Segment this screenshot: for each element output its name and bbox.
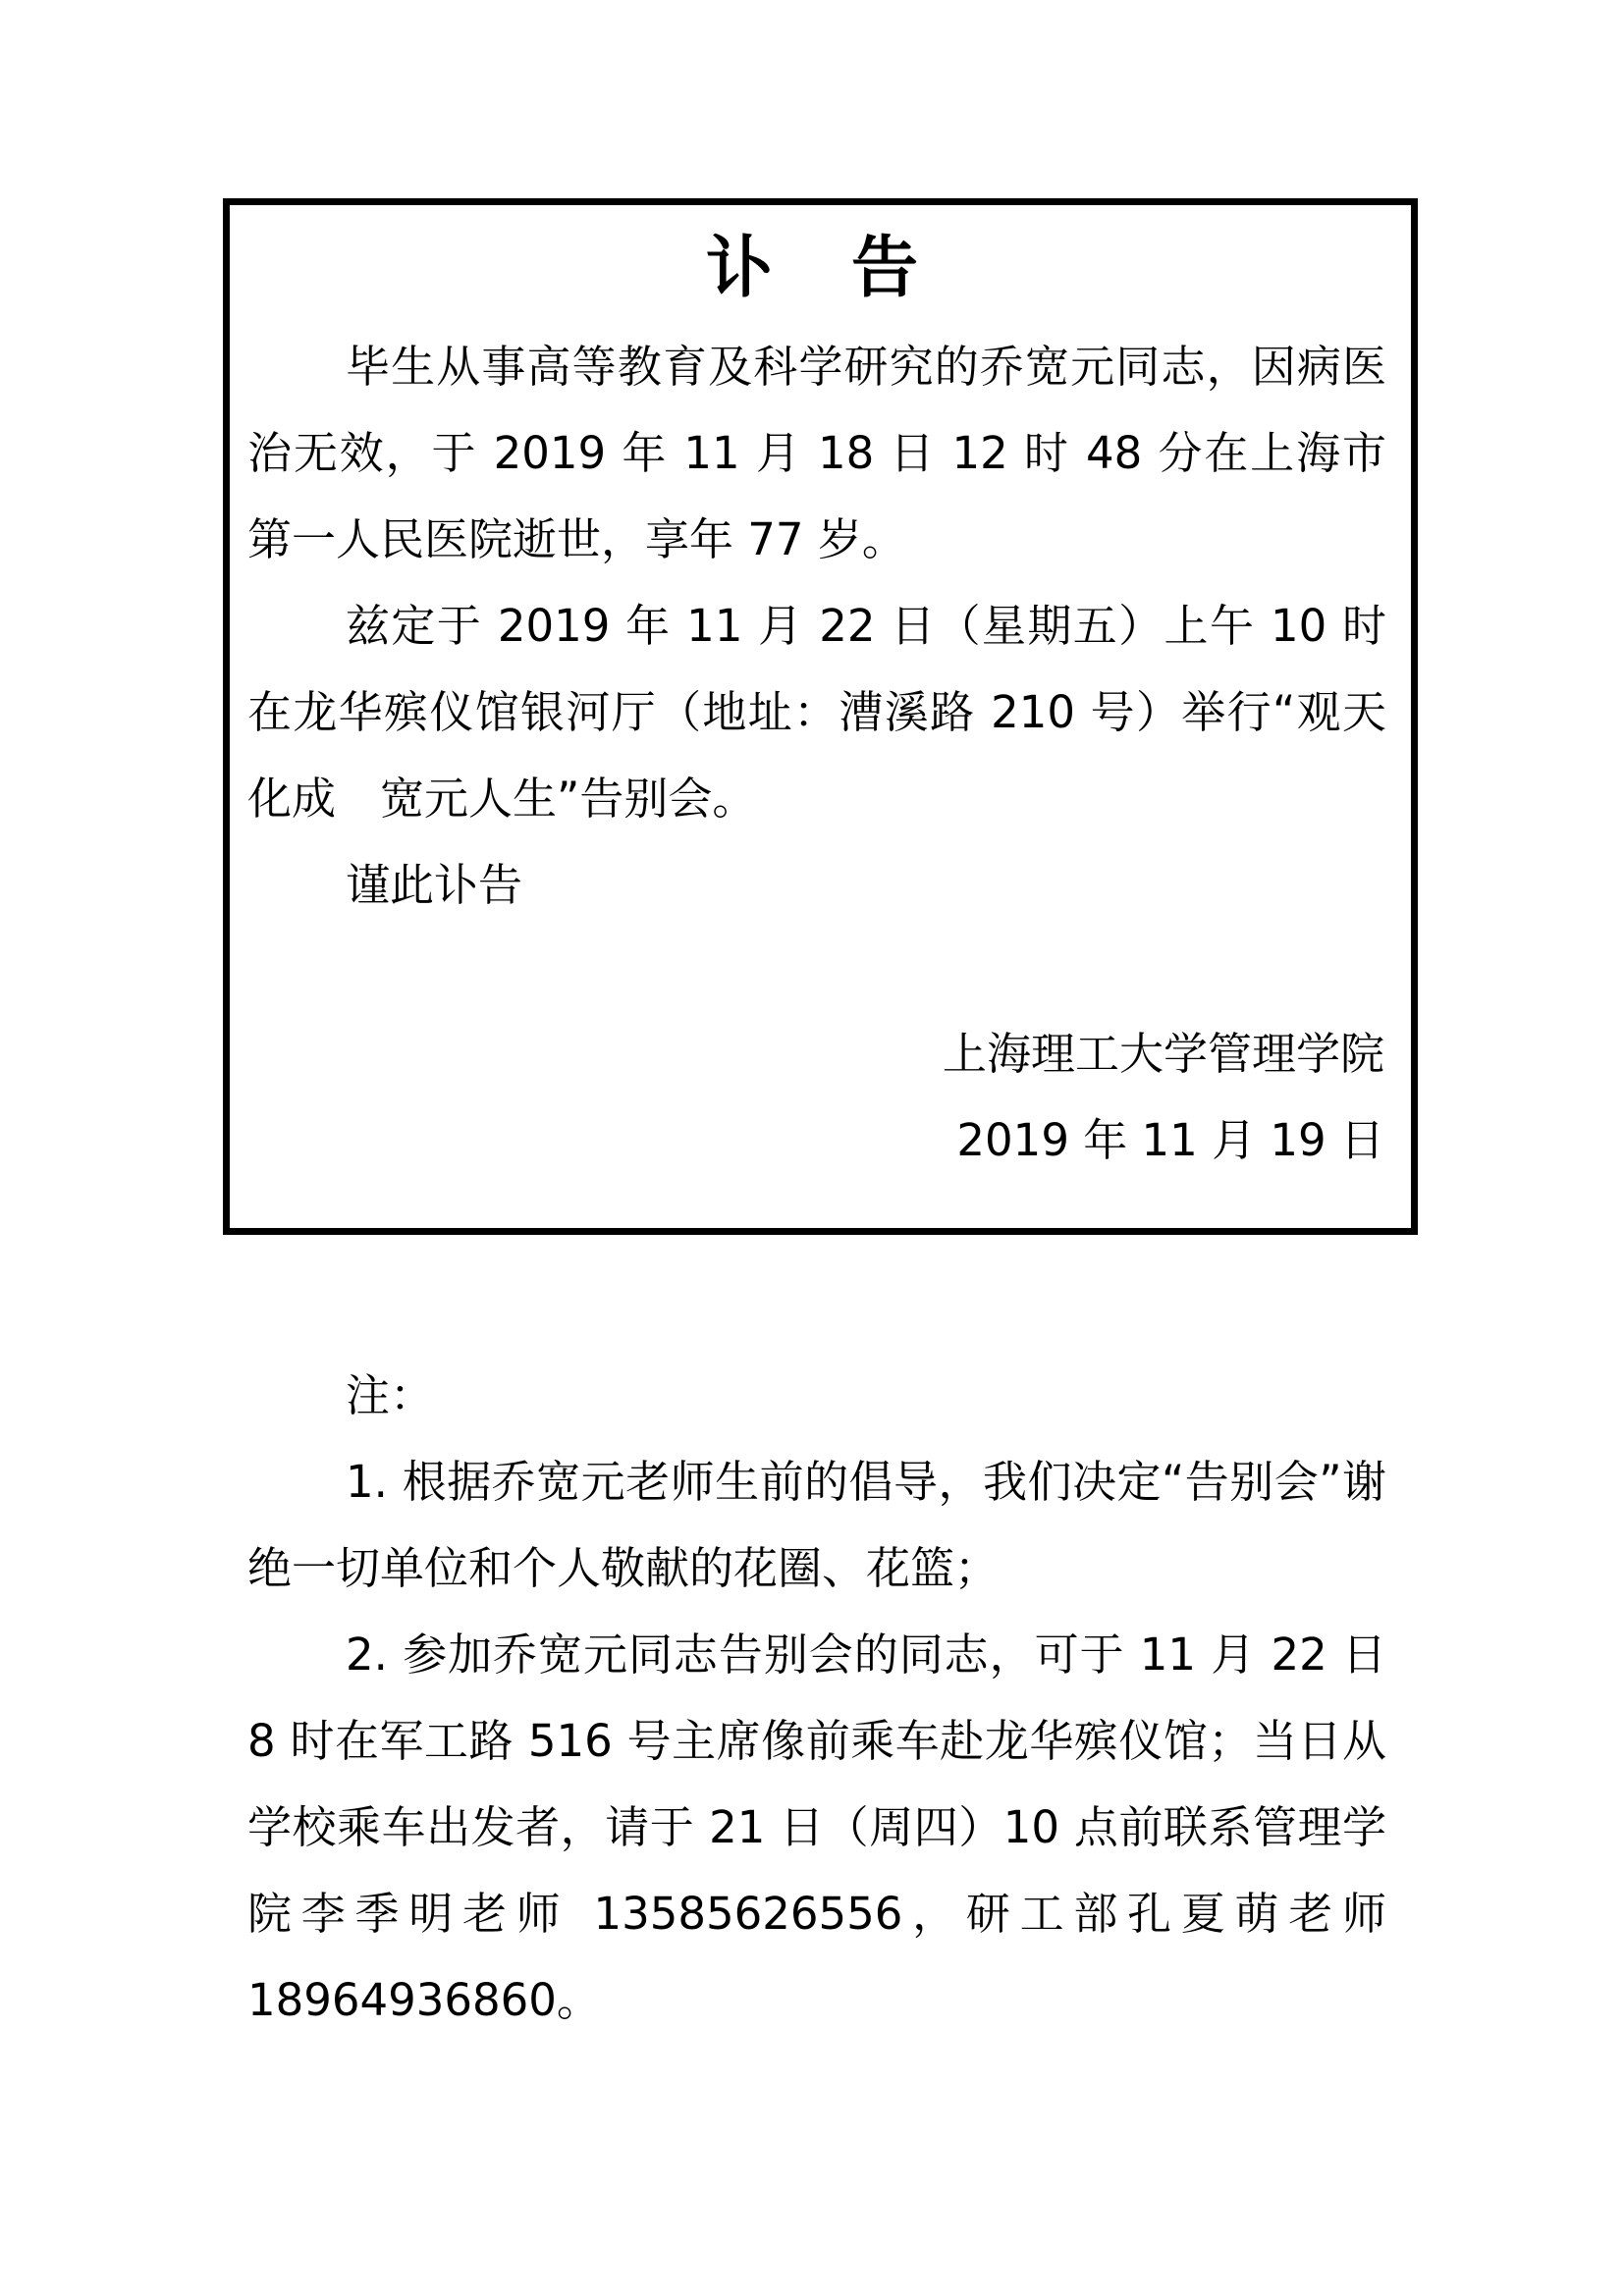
notice-date: 2019 年 11 月 19 日 xyxy=(956,1114,1384,1166)
notes-item-2: 2. 参加乔宽元同志告别会的同志，可于 11 月 22 日 8 时在军工路 516 号主席像前乘车赴龙华殡仪馆；当日从学校乘车出发者，请于 21 日（周四）10 点前联系管理学院李季明老师 13585626556，研工部孔夏萌老师 18964936860。 xyxy=(247,1629,1386,2026)
notice-closing: 谨此讣告 xyxy=(346,859,523,911)
notice-paragraph-2: 兹定于 2019 年 11 月 22 日（星期五）上午 10 时在龙华殡仪馆银河厅（地址：漕溪路 210 号）举行“观天化成 宽元人生”告别会。 xyxy=(247,600,1386,825)
notes-heading: 注： xyxy=(346,1369,435,1421)
notice-paragraph-1: 毕生从事高等教育及科学研究的乔宽元同志，因病医治无效，于 2019 年 11 月 18 日 12 时 48 分在上海市第一人民医院逝世，享年 77 岁。 xyxy=(247,341,1386,565)
notice-title: 讣告 xyxy=(705,229,997,307)
notes-item-1: 1. 根据乔宽元老师生前的倡导，我们决定“告别会”谢绝一切单位和个人敬献的花圈、花篮； xyxy=(247,1456,1386,1594)
notice-signature: 上海理工大学管理学院 xyxy=(942,1028,1384,1080)
